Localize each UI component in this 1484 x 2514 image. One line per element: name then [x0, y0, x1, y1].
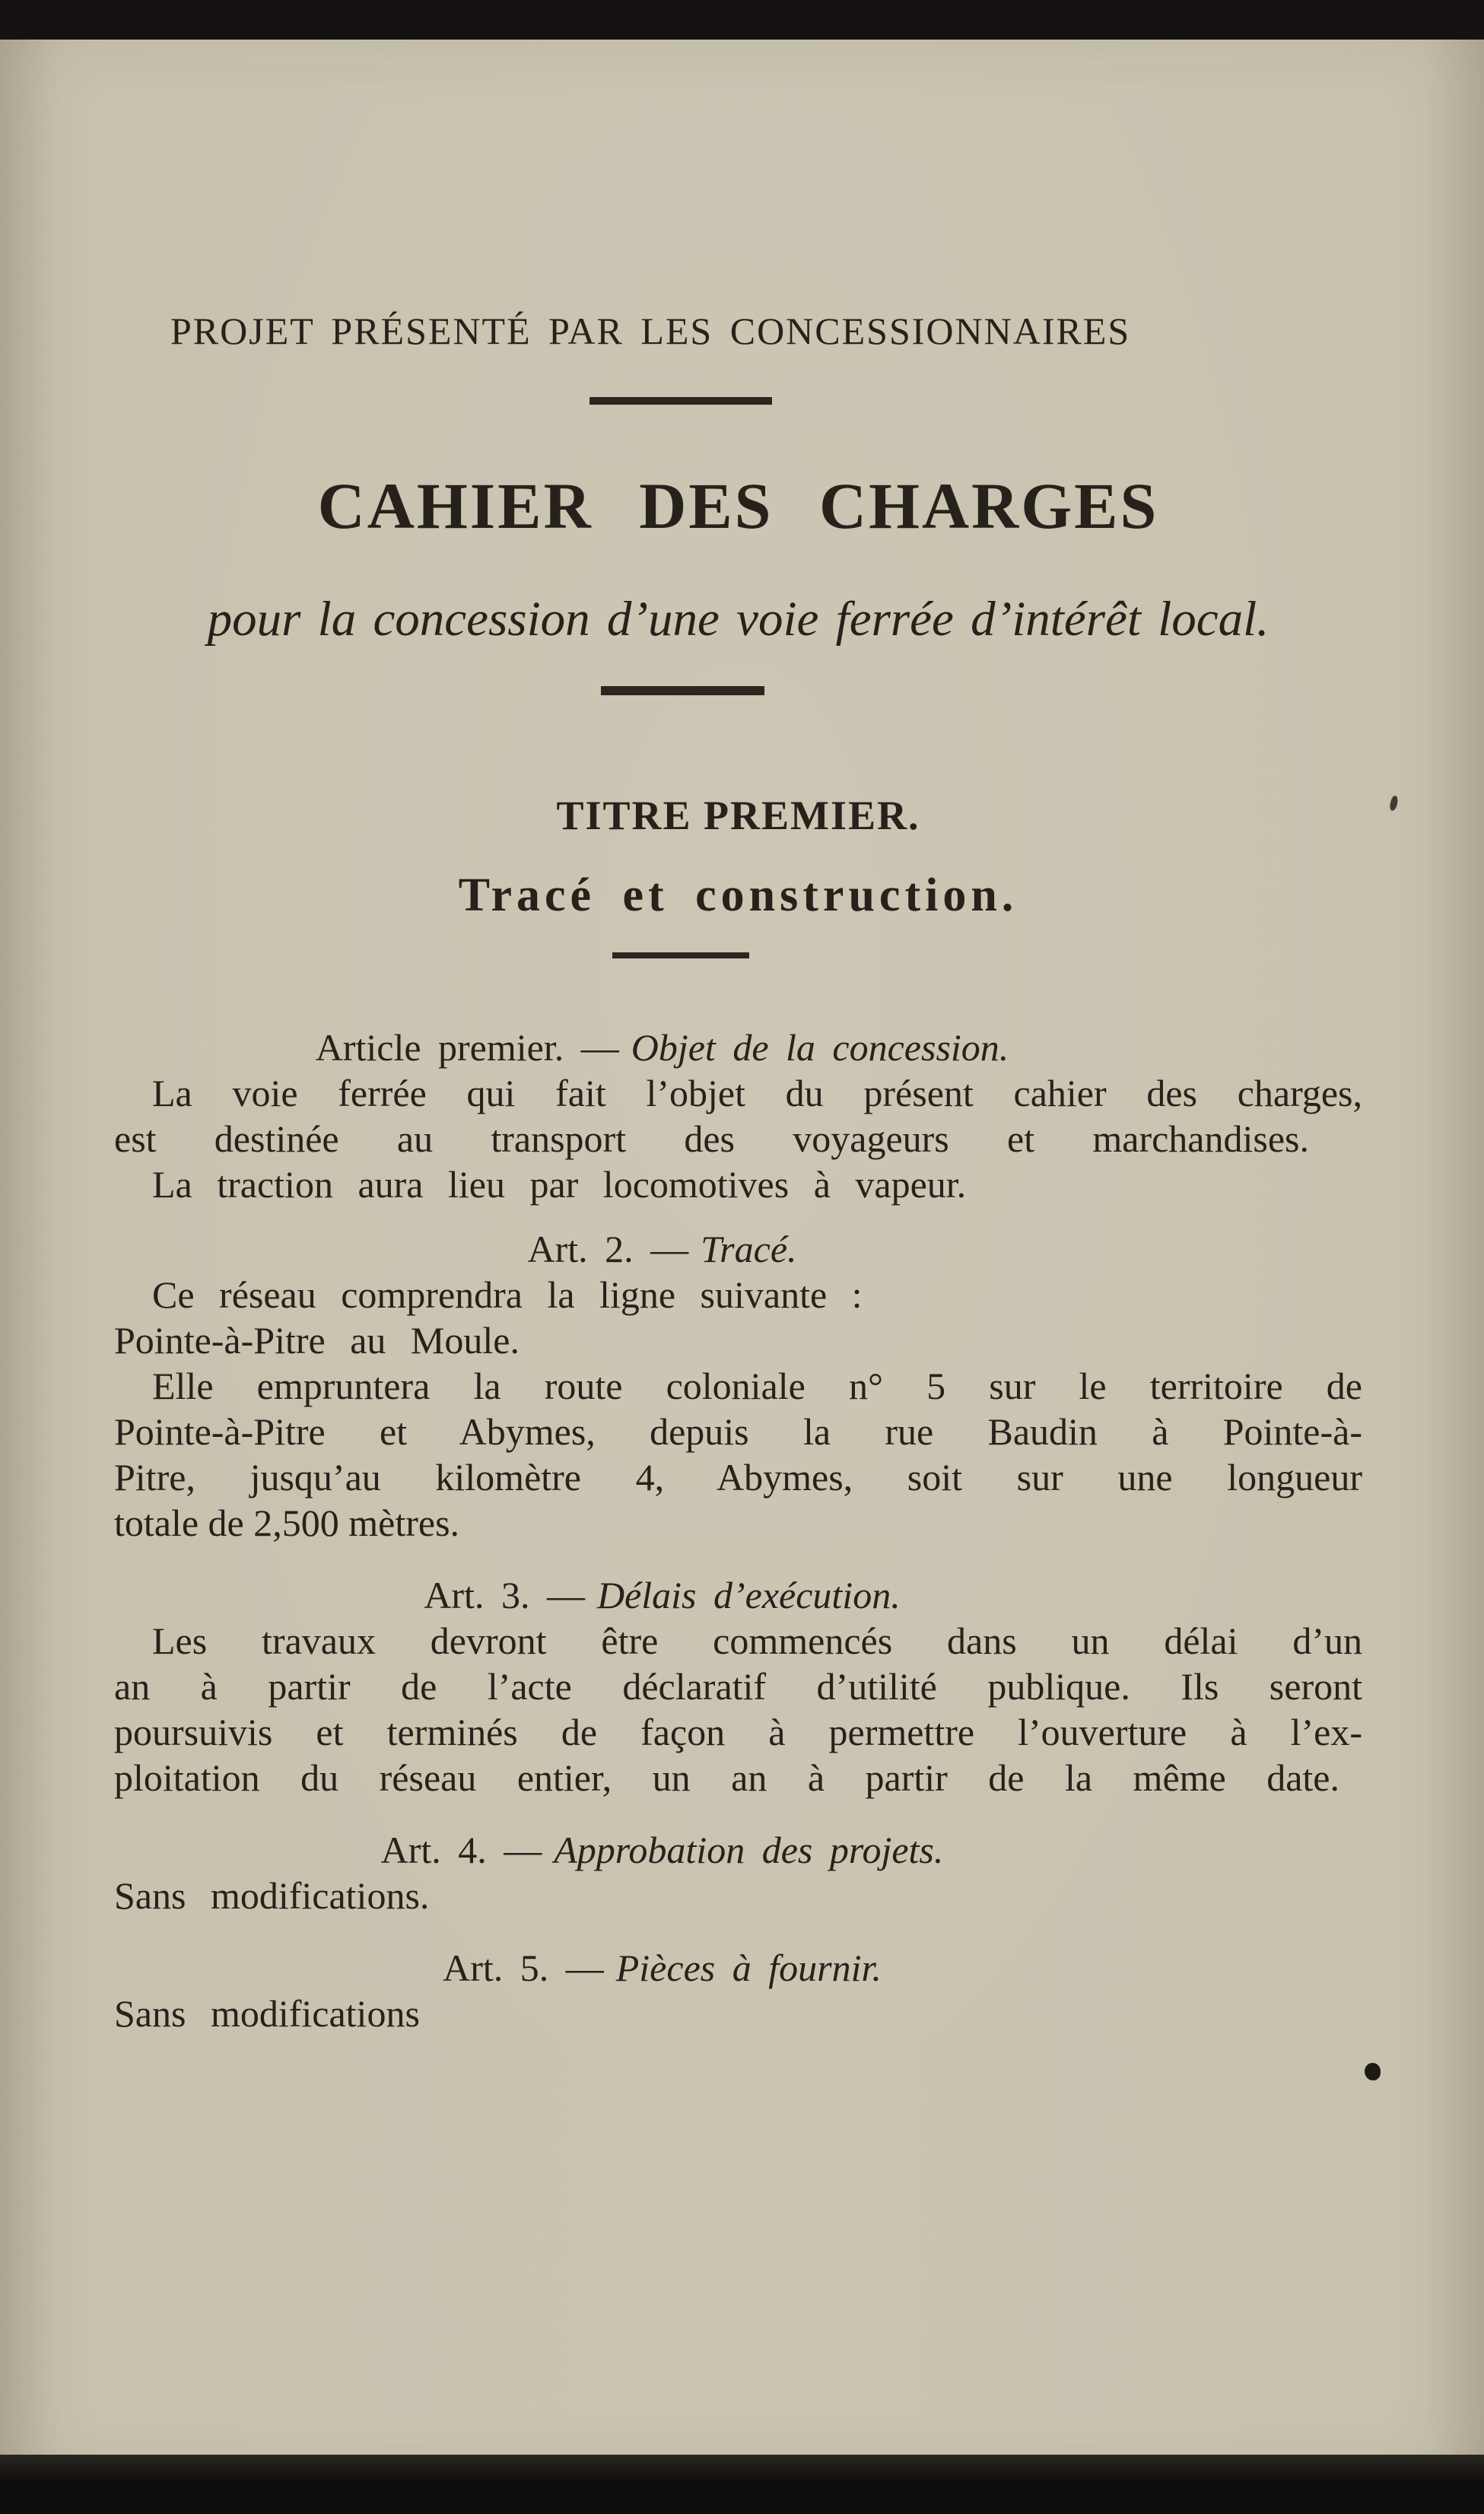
paragraph-line: totale de 2,500 mètres. [114, 1502, 460, 1544]
document-title: CAHIER DES CHARGES [317, 469, 1159, 542]
paragraph-line: Pointe-à-Pitre au Moule. [114, 1319, 520, 1362]
paragraph-line: Ce réseau comprendra la ligne suivante : [152, 1273, 863, 1316]
article-2-heading [114, 1226, 1210, 1272]
scan-bottom-edge [0, 2455, 1484, 2514]
paragraph-line: La voie ferrée qui fait l’objet du présent cahier des charges, [152, 1072, 1362, 1114]
paragraph-line: Sans modifications. [114, 1874, 430, 1917]
article-5-title: Pièces à fournir. [615, 1947, 882, 1989]
article-4-heading [114, 1827, 1210, 1873]
article-1-title: Objet de la concession. [631, 1026, 1009, 1069]
section-subtitle: Tracé et construction. [458, 869, 1018, 921]
paragraph-line: Sans modifications [114, 1992, 420, 2035]
article-1-label: Article premier. — [315, 1026, 619, 1069]
article-5-heading [114, 1945, 1210, 1991]
paragraph-line: Pointe-à-Pitre et Abymes, depuis la rue Baudin à Pointe-à- [114, 1410, 1362, 1453]
article-3-heading [114, 1572, 1210, 1618]
document-header: PROJET PRÉSENTÉ PAR LES CONCESSIONNAIRES [170, 310, 1131, 352]
paragraph-line: poursuivis et terminés de façon à permettre l’ouverture à l’ex- [114, 1711, 1362, 1753]
article-3-title: Délais d’exécution. [596, 1574, 901, 1616]
paragraph-line: Pitre, jusqu’au kilomètre 4, Abymes, soit sur une longueur [114, 1456, 1362, 1499]
paragraph-line: La traction aura lieu par locomotives à vapeur. [152, 1163, 967, 1206]
article-4-label: Art. 4. — [380, 1829, 542, 1871]
paragraph-line: an à partir de l’acte déclaratif d’utilité publique. Ils seront [114, 1665, 1362, 1708]
article-3-label: Art. 3. — [424, 1574, 585, 1616]
article-2-title: Tracé. [701, 1228, 797, 1270]
document-subtitle: pour la concession d’une voie ferrée d’intérêt local. [207, 592, 1270, 647]
paragraph-line: Elle empruntera la route coloniale n° 5 sur le territoire de [152, 1365, 1362, 1407]
paragraph-line: Les travaux devront être commencés dans un délai d’un [152, 1619, 1362, 1662]
article-1-heading [114, 1025, 1210, 1070]
ink-speck-icon [1389, 795, 1400, 812]
section-title: TITRE PREMIER. [556, 793, 920, 838]
divider-rule [589, 397, 772, 405]
article-5-label: Art. 5. — [443, 1947, 604, 1989]
article-2-label: Art. 2. — [527, 1228, 689, 1270]
document-content [114, 0, 1362, 2036]
divider-rule [601, 686, 764, 695]
paragraph-line: est destinée au transport des voyageurs et marchandises. [114, 1117, 1309, 1160]
ink-speck-icon [1365, 2063, 1381, 2080]
divider-rule [612, 952, 749, 958]
article-4-title: Approbation des projets. [554, 1829, 944, 1871]
paragraph-line: ploitation du réseau entier, un an à partir de la même date. [114, 1756, 1339, 1799]
